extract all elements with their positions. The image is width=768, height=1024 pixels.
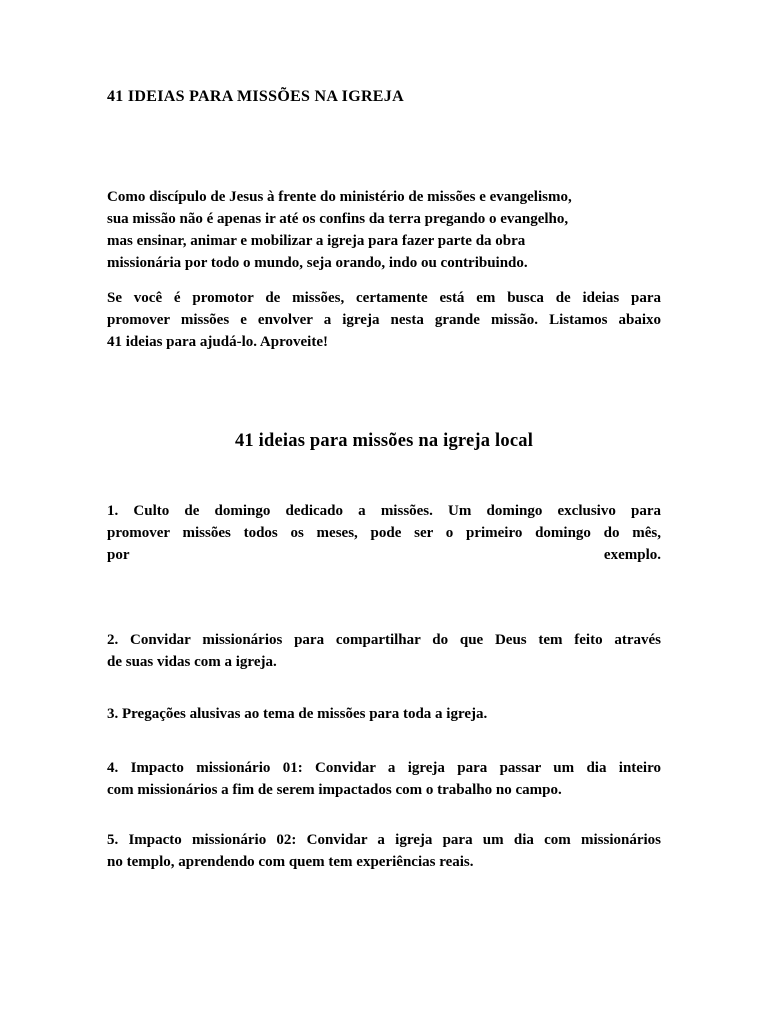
list-item-3 xyxy=(107,703,661,725)
text-line: 41 ideias para ajudá-lo. Aproveite! xyxy=(107,334,328,350)
intro-paragraph-1 xyxy=(107,186,661,274)
text-line: com missionários a fim de serem impactados com o trabalho no campo. xyxy=(107,782,562,798)
list-item-5 xyxy=(107,829,661,873)
text-line: 4. Impacto missionário 01: Convidar a igreja para passar um dia inteiro xyxy=(107,760,661,776)
list-item-1 xyxy=(107,500,661,566)
text-line: no templo, aprendendo com quem tem experiências reais. xyxy=(107,854,474,870)
text-line: promover missões todos os meses, pode ser o primeiro domingo do mês, xyxy=(107,525,661,541)
intro-paragraph-2 xyxy=(107,287,661,353)
text-line: 2. Convidar missionários para compartilhar do que Deus tem feito através xyxy=(107,632,661,648)
text-line: Como discípulo de Jesus à frente do ministério de missões e evangelismo, xyxy=(107,189,572,205)
text-line: Se você é promotor de missões, certamente está em busca de ideias para xyxy=(107,290,661,306)
section-heading: 41 ideias para missões na igreja local xyxy=(234,431,534,451)
document-title: 41 IDEIAS PARA MISSÕES NA IGREJA xyxy=(107,88,404,105)
text-line: sua missão não é apenas ir até os confins da terra pregando o evangelho, xyxy=(107,211,569,227)
text-line: de suas vidas com a igreja. xyxy=(107,654,277,670)
text-line: 3. Pregações alusivas ao tema de missões para toda a igreja. xyxy=(107,706,488,722)
text-line: mas ensinar, animar e mobilizar a igreja para fazer parte da obra xyxy=(107,233,526,249)
list-item-4 xyxy=(107,757,661,801)
list-item-2 xyxy=(107,629,661,673)
text-line: missionária por todo o mundo, seja orando, indo ou contribuindo. xyxy=(107,255,528,271)
text-line: 5. Impacto missionário 02: Convidar a igreja para um dia com missionários xyxy=(107,832,661,848)
text-line: por exemplo. xyxy=(107,547,661,563)
text-line: 1. Culto de domingo dedicado a missões. Um domingo exclusivo para xyxy=(107,503,661,519)
text-line: promover missões e envolver a igreja nesta grande missão. Listamos abaixo xyxy=(107,312,661,328)
